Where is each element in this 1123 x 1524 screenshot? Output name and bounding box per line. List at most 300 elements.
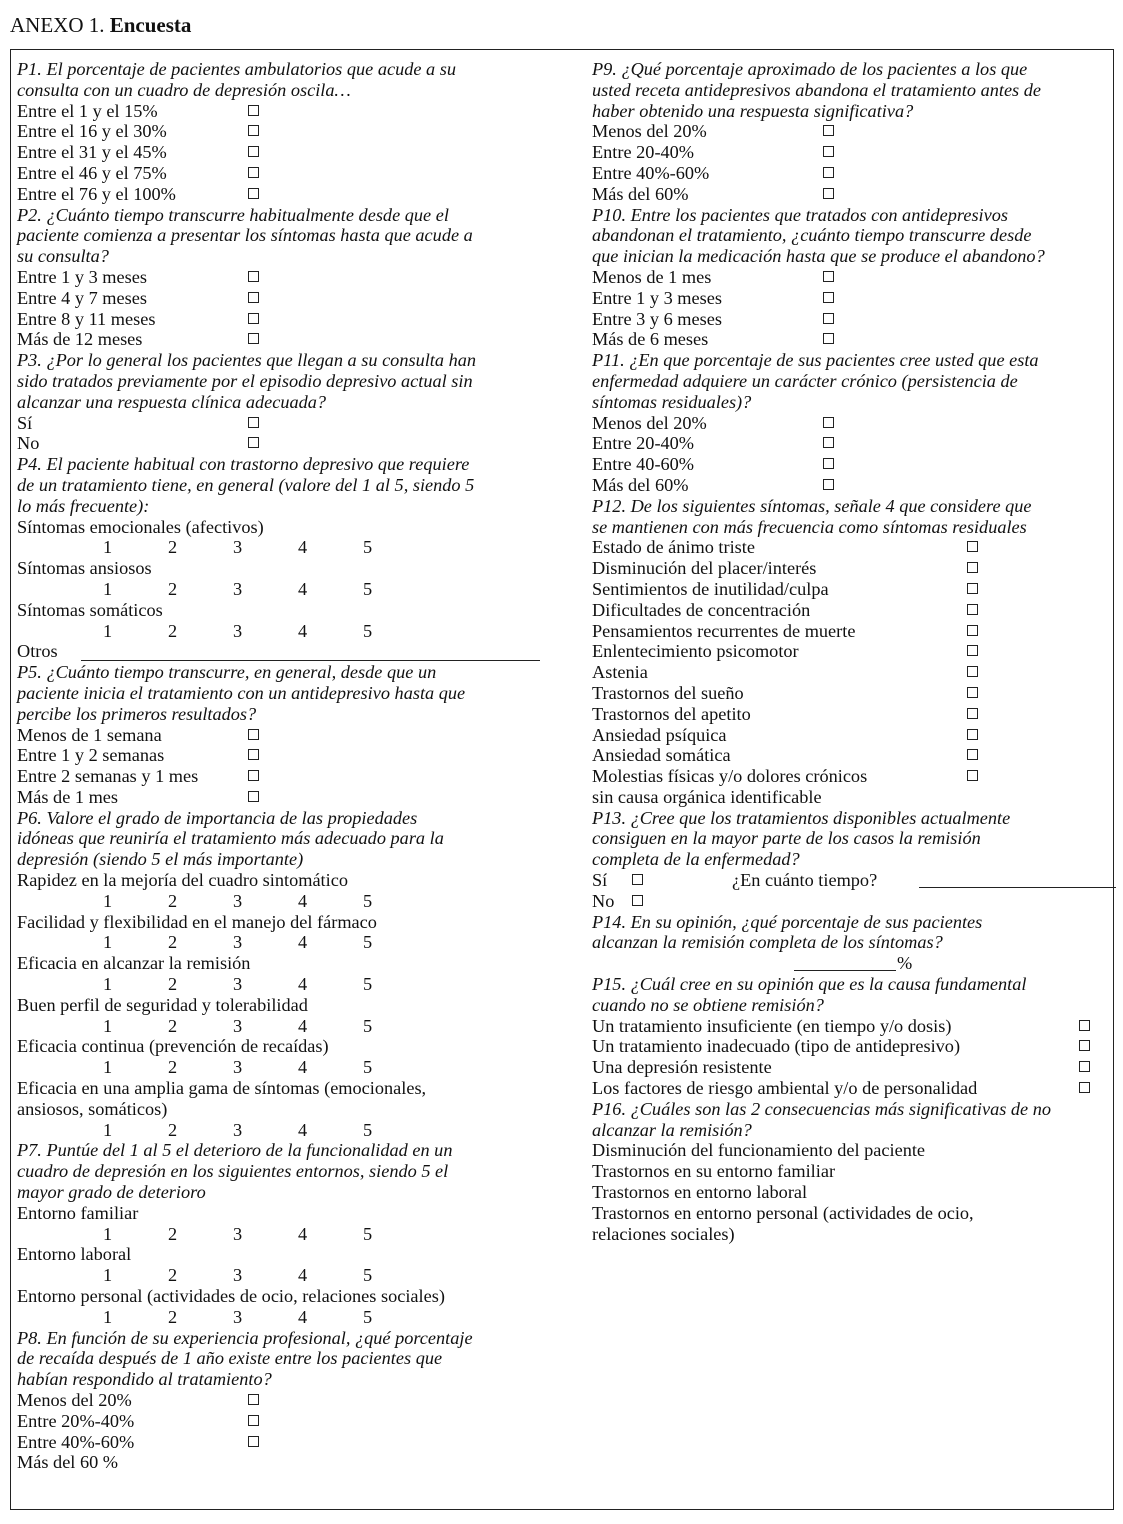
p12-question-line: P12. De los siguientes síntomas, señale 4 que considere que bbox=[592, 495, 1032, 516]
p3-question bbox=[17, 350, 547, 412]
rating-2[interactable]: 2 bbox=[168, 578, 178, 599]
rating-4[interactable]: 4 bbox=[298, 620, 308, 641]
p6-rating-scale[interactable] bbox=[17, 974, 547, 995]
p16-option-label: Trastornos en entorno personal (actividades de ocio, bbox=[592, 1202, 974, 1223]
checkbox[interactable] bbox=[967, 708, 978, 719]
p9-option bbox=[592, 121, 1116, 142]
checkbox[interactable] bbox=[248, 417, 259, 428]
p11-question bbox=[592, 350, 1116, 412]
p3-option-label: No bbox=[17, 433, 40, 454]
checkbox[interactable] bbox=[967, 666, 978, 677]
rating-1[interactable]: 1 bbox=[103, 1057, 113, 1078]
p1-option-label: Entre el 31 y el 45% bbox=[17, 142, 167, 163]
p6-item-label: Eficacia en alcanzar la remisión bbox=[17, 953, 251, 974]
p12-option-label: Enlentecimiento psicomotor bbox=[592, 641, 799, 662]
checkbox[interactable] bbox=[248, 1415, 259, 1426]
p14-question-line: P14. En su opinión, ¿qué porcentaje de sus pacientes bbox=[592, 911, 983, 932]
p10-option-label: Más de 6 meses bbox=[592, 329, 709, 350]
p3-question-line: P3. ¿Por lo general los pacientes que llegan a su consulta han bbox=[17, 350, 477, 371]
rating-3[interactable]: 3 bbox=[233, 1057, 243, 1078]
rating-5[interactable]: 5 bbox=[363, 890, 373, 911]
checkbox[interactable] bbox=[1079, 1020, 1090, 1031]
rating-2[interactable]: 2 bbox=[168, 620, 178, 641]
p13-yes-label: Sí bbox=[592, 870, 608, 891]
rating-1[interactable]: 1 bbox=[103, 932, 113, 953]
p15-option bbox=[592, 1016, 1116, 1037]
p15-question-line: cuando no se obtiene remisión? bbox=[592, 994, 824, 1015]
rating-3[interactable]: 3 bbox=[233, 1265, 243, 1286]
p2-option bbox=[17, 329, 547, 350]
rating-2[interactable]: 2 bbox=[168, 1223, 178, 1244]
p4-question bbox=[17, 454, 547, 516]
p13-question bbox=[592, 808, 1116, 870]
p1-option bbox=[17, 121, 547, 142]
p4-item bbox=[17, 558, 547, 579]
p12-option-label: Trastornos del apetito bbox=[592, 703, 751, 724]
p16-option-label: Trastornos en su entorno familiar bbox=[592, 1161, 836, 1182]
p1-question-line: P1. El porcentaje de pacientes ambulatorios que acude a su bbox=[17, 59, 456, 79]
p7-rating-scale[interactable] bbox=[17, 1307, 547, 1328]
checkbox[interactable] bbox=[967, 541, 978, 552]
p6-question-line: idóneas que reuniría el tratamiento más adecuado para la bbox=[17, 828, 444, 849]
rating-2[interactable]: 2 bbox=[168, 890, 178, 911]
p8-option-label: Entre 40%-60% bbox=[17, 1431, 135, 1452]
p14-percent-sign: % bbox=[897, 953, 913, 974]
p4-question-line: de un tratamiento tiene, en general (valore del 1 al 5, siendo 5 bbox=[17, 474, 475, 495]
checkbox[interactable] bbox=[248, 770, 259, 781]
checkbox[interactable] bbox=[1079, 1040, 1090, 1051]
rating-5[interactable]: 5 bbox=[363, 1057, 373, 1078]
checkbox[interactable] bbox=[823, 437, 834, 448]
checkbox[interactable] bbox=[967, 749, 978, 760]
p2-option-label: Entre 1 y 3 meses bbox=[17, 266, 147, 287]
rating-2[interactable]: 2 bbox=[168, 1015, 178, 1036]
p10-question-line: abandonan el tratamiento, ¿cuánto tiempo transcurre desde bbox=[592, 225, 1032, 246]
rating-4[interactable]: 4 bbox=[298, 932, 308, 953]
p9-option bbox=[592, 163, 1116, 184]
p11-question-line: P11. ¿En que porcentaje de sus pacientes cree usted que esta bbox=[592, 350, 1039, 371]
p12-option bbox=[592, 704, 1116, 725]
p12-option-continuation bbox=[592, 787, 1116, 808]
p16-question-line: alcanzar la remisión? bbox=[592, 1119, 752, 1140]
p6-item-label: ansiosos, somáticos) bbox=[17, 1098, 168, 1119]
p12-option-label: Astenia bbox=[592, 662, 648, 683]
p6-item bbox=[17, 1099, 547, 1120]
p12-option-label: Ansiedad psíquica bbox=[592, 724, 727, 745]
checkbox[interactable] bbox=[248, 167, 259, 178]
rating-1[interactable]: 1 bbox=[103, 537, 113, 558]
rating-5[interactable]: 5 bbox=[363, 537, 373, 558]
p5-question-line: percibe los primeros resultados? bbox=[17, 703, 257, 724]
p3-option-label: Sí bbox=[17, 412, 33, 433]
p9-option-label: Entre 20-40% bbox=[592, 142, 695, 163]
p11-option bbox=[592, 475, 1116, 496]
p10-option-label: Entre 1 y 3 meses bbox=[592, 287, 722, 308]
p11-question-line: enfermedad adquiere un carácter crónico (persistencia de bbox=[592, 370, 1018, 391]
p2-option bbox=[17, 309, 547, 330]
p6-item-label: Eficacia en una amplia gama de síntomas (emocionales, bbox=[17, 1078, 427, 1099]
p12-option bbox=[592, 579, 1116, 600]
p2-question-line: P2. ¿Cuánto tiempo transcurre habitualmente desde que el bbox=[17, 204, 449, 225]
p12-option bbox=[592, 725, 1116, 746]
p7-item-label: Entorno familiar bbox=[17, 1202, 139, 1223]
p6-rating-scale[interactable] bbox=[17, 891, 547, 912]
p4-item-label: Síntomas emocionales (afectivos) bbox=[17, 516, 264, 537]
p2-option-label: Entre 4 y 7 meses bbox=[17, 287, 147, 308]
checkbox[interactable] bbox=[248, 333, 259, 344]
p6-item bbox=[17, 870, 547, 891]
p8-option bbox=[17, 1452, 547, 1473]
p9-question-line: haber obtenido una respuesta significativa? bbox=[592, 100, 914, 121]
document-title bbox=[10, 12, 191, 38]
p6-rating-scale[interactable] bbox=[17, 932, 547, 953]
rating-4[interactable]: 4 bbox=[298, 1015, 308, 1036]
p5-question-line: P5. ¿Cuánto tiempo transcurre, en general, desde que un bbox=[17, 662, 437, 683]
p10-option bbox=[592, 288, 1116, 309]
p2-option-label: Más de 12 meses bbox=[17, 329, 143, 350]
p1-option bbox=[17, 184, 547, 205]
p11-option-label: Entre 40-60% bbox=[592, 454, 695, 475]
p11-option bbox=[592, 413, 1116, 434]
p4-item bbox=[17, 517, 547, 538]
p1-question-line: consulta con un cuadro de depresión oscila… bbox=[17, 79, 351, 100]
p14-percent-input-line[interactable] bbox=[794, 970, 896, 971]
p15-question-line: P15. ¿Cuál cree en su opinión que es la causa fundamental bbox=[592, 974, 1027, 995]
p8-question-line: habían respondido al tratamiento? bbox=[17, 1369, 272, 1390]
p15-option bbox=[592, 1057, 1116, 1078]
p14-question bbox=[592, 912, 1116, 954]
p6-question bbox=[17, 808, 547, 870]
checkbox[interactable] bbox=[823, 125, 834, 136]
p12-question-line: se mantienen con más frecuencia como síntomas residuales bbox=[592, 516, 1027, 537]
p5-option bbox=[17, 725, 547, 746]
checkbox[interactable] bbox=[248, 105, 259, 116]
p6-question-line: depresión (siendo 5 el más importante) bbox=[17, 849, 304, 870]
p4-rating-scale[interactable] bbox=[17, 537, 547, 558]
rating-1[interactable]: 1 bbox=[103, 578, 113, 599]
p12-option bbox=[592, 745, 1116, 766]
checkbox[interactable] bbox=[967, 562, 978, 573]
p8-question-line: de recaída después de 1 año existe entre los pacientes que bbox=[17, 1348, 443, 1369]
p4-question-line: P4. El paciente habitual con trastorno depresivo que requiere bbox=[17, 454, 470, 475]
checkbox[interactable] bbox=[823, 458, 834, 469]
p7-item-label: Entorno personal (actividades de ocio, relaciones sociales) bbox=[17, 1286, 445, 1307]
rating-4[interactable]: 4 bbox=[298, 1306, 308, 1327]
p3-question-line: sido tratados previamente por el episodio depresivo actual sin bbox=[17, 370, 473, 391]
p4-rating-scale[interactable] bbox=[17, 621, 547, 642]
checkbox[interactable] bbox=[248, 749, 259, 760]
checkbox[interactable] bbox=[1079, 1061, 1090, 1072]
p6-rating-scale[interactable] bbox=[17, 1016, 547, 1037]
p15-option bbox=[592, 1036, 1116, 1057]
p5-option-label: Entre 2 semanas y 1 mes bbox=[17, 766, 199, 787]
p16-option-label: relaciones sociales) bbox=[592, 1223, 735, 1244]
rating-3[interactable]: 3 bbox=[233, 932, 243, 953]
p12-option-label: Ansiedad somática bbox=[592, 745, 731, 766]
p13-question-line: completa de la enfermedad? bbox=[592, 849, 800, 870]
p8-question bbox=[17, 1328, 547, 1390]
rating-5[interactable]: 5 bbox=[363, 1306, 373, 1327]
p1-option bbox=[17, 142, 547, 163]
p8-option-label: Menos del 20% bbox=[17, 1390, 132, 1410]
checkbox[interactable] bbox=[248, 1436, 259, 1447]
p14-percent-row bbox=[592, 953, 1116, 974]
rating-3[interactable]: 3 bbox=[233, 620, 243, 641]
rating-4[interactable]: 4 bbox=[298, 890, 308, 911]
checkbox[interactable] bbox=[823, 292, 834, 303]
rating-3[interactable]: 3 bbox=[233, 974, 243, 995]
p3-question-line: alcanzar una respuesta clínica adecuada? bbox=[17, 391, 327, 412]
p11-option-label: Entre 20-40% bbox=[592, 433, 695, 454]
p12-option-label: Sentimientos de inutilidad/culpa bbox=[592, 578, 829, 599]
checkbox[interactable] bbox=[632, 895, 643, 906]
checkbox[interactable] bbox=[967, 770, 978, 781]
p6-item bbox=[17, 953, 547, 974]
rating-5[interactable]: 5 bbox=[363, 974, 373, 995]
p5-question bbox=[17, 662, 547, 724]
p4-item-label: Síntomas ansiosos bbox=[17, 558, 152, 579]
p6-item bbox=[17, 1078, 547, 1099]
p11-option bbox=[592, 454, 1116, 475]
rating-1[interactable]: 1 bbox=[103, 1223, 113, 1244]
p10-option bbox=[592, 329, 1116, 350]
p7-question-line: mayor grado de deterioro bbox=[17, 1182, 206, 1203]
p6-item-label: Facilidad y flexibilidad en el manejo del fármaco bbox=[17, 911, 377, 932]
p9-option-label: Entre 40%-60% bbox=[592, 162, 710, 183]
p13-time-label: ¿En cuánto tiempo? bbox=[732, 870, 878, 891]
p7-question bbox=[17, 1140, 547, 1202]
p11-option-label: Menos del 20% bbox=[592, 412, 707, 433]
p4-question-line: lo más frecuente): bbox=[17, 495, 150, 516]
rating-4[interactable]: 4 bbox=[298, 1265, 308, 1286]
checkbox[interactable] bbox=[248, 271, 259, 282]
p9-question-line: P9. ¿Qué porcentaje aproximado de los pacientes a los que bbox=[592, 59, 1028, 79]
annex-label: ANEXO 1. bbox=[10, 13, 105, 37]
p15-question bbox=[592, 974, 1116, 1016]
checkbox[interactable] bbox=[823, 479, 834, 490]
rating-1[interactable]: 1 bbox=[103, 1119, 113, 1140]
rating-3[interactable]: 3 bbox=[233, 890, 243, 911]
p9-option bbox=[592, 142, 1116, 163]
p12-option bbox=[592, 662, 1116, 683]
checkbox[interactable] bbox=[823, 167, 834, 178]
p1-option bbox=[17, 163, 547, 184]
right-column bbox=[592, 59, 1116, 1244]
p6-rating-scale[interactable] bbox=[17, 1120, 547, 1141]
p12-option bbox=[592, 621, 1116, 642]
rating-3[interactable]: 3 bbox=[233, 578, 243, 599]
p12-option bbox=[592, 641, 1116, 662]
rating-3[interactable]: 3 bbox=[233, 1306, 243, 1327]
p10-question bbox=[592, 205, 1116, 267]
p16-option bbox=[592, 1161, 1116, 1182]
p12-option-label: Molestias físicas y/o dolores crónicos bbox=[592, 766, 868, 787]
p16-question bbox=[592, 1099, 1116, 1141]
rating-3[interactable]: 3 bbox=[233, 1223, 243, 1244]
p2-option bbox=[17, 267, 547, 288]
checkbox[interactable] bbox=[967, 604, 978, 615]
p4-item-label: Síntomas somáticos bbox=[17, 599, 163, 620]
checkbox[interactable] bbox=[823, 417, 834, 428]
p10-option-label: Menos de 1 mes bbox=[592, 266, 712, 287]
checkbox[interactable] bbox=[248, 146, 259, 157]
checkbox[interactable] bbox=[823, 146, 834, 157]
p9-option-label: Más del 60% bbox=[592, 183, 689, 204]
p13-no-row bbox=[592, 891, 1116, 912]
rating-5[interactable]: 5 bbox=[363, 578, 373, 599]
rating-5[interactable]: 5 bbox=[363, 620, 373, 641]
rating-5[interactable]: 5 bbox=[363, 1015, 373, 1036]
p1-option bbox=[17, 101, 547, 122]
p8-option-label: Más del 60 % bbox=[17, 1452, 119, 1473]
rating-1[interactable]: 1 bbox=[103, 1265, 113, 1286]
rating-5[interactable]: 5 bbox=[363, 1223, 373, 1244]
rating-2[interactable]: 2 bbox=[168, 537, 178, 558]
p12-option-label: Disminución del placer/interés bbox=[592, 558, 817, 579]
p2-option-label: Entre 8 y 11 meses bbox=[17, 308, 156, 329]
checkbox[interactable] bbox=[248, 1394, 259, 1405]
p8-question-line: P8. En función de su experiencia profesional, ¿qué porcentaje bbox=[17, 1327, 473, 1348]
rating-3[interactable]: 3 bbox=[233, 537, 243, 558]
checkbox[interactable] bbox=[632, 874, 643, 885]
p16-question-line: P16. ¿Cuáles son las 2 consecuencias más significativas de no bbox=[592, 1098, 1052, 1119]
p6-item-label: Eficacia continua (prevención de recaídas) bbox=[17, 1036, 329, 1057]
p13-yes-row bbox=[592, 870, 1116, 891]
p16-option bbox=[592, 1182, 1116, 1203]
rating-4[interactable]: 4 bbox=[298, 578, 308, 599]
rating-3[interactable]: 3 bbox=[233, 1015, 243, 1036]
rating-5[interactable]: 5 bbox=[363, 1119, 373, 1140]
rating-5[interactable]: 5 bbox=[363, 932, 373, 953]
p5-question-line: paciente inicia el tratamiento con un antidepresivo hasta que bbox=[17, 682, 466, 703]
p16-option-label: Trastornos en entorno laboral bbox=[592, 1182, 808, 1203]
p6-item bbox=[17, 1036, 547, 1057]
checkbox[interactable] bbox=[823, 333, 834, 344]
p16-option-label: Disminución del funcionamiento del paciente bbox=[592, 1140, 926, 1161]
checkbox[interactable] bbox=[823, 188, 834, 199]
checkbox[interactable] bbox=[823, 271, 834, 282]
p7-rating-scale[interactable] bbox=[17, 1265, 547, 1286]
p10-option bbox=[592, 267, 1116, 288]
p16-option bbox=[592, 1203, 1116, 1224]
p14-question-line: alcanzan la remisión completa de los síntomas? bbox=[592, 932, 943, 953]
rating-2[interactable]: 2 bbox=[168, 932, 178, 953]
checkbox[interactable] bbox=[248, 292, 259, 303]
rating-1[interactable]: 1 bbox=[103, 1306, 113, 1327]
p5-option bbox=[17, 787, 547, 808]
p9-option-label: Menos del 20% bbox=[592, 121, 707, 142]
p11-option bbox=[592, 433, 1116, 454]
p5-option-label: Menos de 1 semana bbox=[17, 724, 162, 745]
rating-1[interactable]: 1 bbox=[103, 1015, 113, 1036]
p9-option bbox=[592, 184, 1116, 205]
checkbox[interactable] bbox=[967, 583, 978, 594]
p7-item bbox=[17, 1286, 547, 1307]
p15-option bbox=[592, 1078, 1116, 1099]
p15-option-label: Un tratamiento insuficiente (en tiempo y/o dosis) bbox=[592, 1015, 952, 1036]
rating-2[interactable]: 2 bbox=[168, 1265, 178, 1286]
p6-question-line: P6. Valore el grado de importancia de las propiedades bbox=[17, 807, 418, 828]
p5-option bbox=[17, 745, 547, 766]
p16-option bbox=[592, 1140, 1116, 1161]
p7-rating-scale[interactable] bbox=[17, 1224, 547, 1245]
p7-item-label: Entorno laboral bbox=[17, 1244, 132, 1265]
p15-option-label: Un tratamiento inadecuado (tipo de antidepresivo) bbox=[592, 1036, 961, 1057]
rating-2[interactable]: 2 bbox=[168, 974, 178, 995]
p12-option bbox=[592, 600, 1116, 621]
checkbox[interactable] bbox=[823, 313, 834, 324]
checkbox[interactable] bbox=[248, 729, 259, 740]
p6-rating-scale[interactable] bbox=[17, 1057, 547, 1078]
p8-option bbox=[17, 1411, 547, 1432]
checkbox[interactable] bbox=[248, 437, 259, 448]
p6-item-label: Buen perfil de seguridad y tolerabilidad bbox=[17, 994, 308, 1015]
rating-2[interactable]: 2 bbox=[168, 1057, 178, 1078]
p2-question-line: su consulta? bbox=[17, 246, 109, 267]
p5-option-label: Más de 1 mes bbox=[17, 786, 119, 807]
checkbox[interactable] bbox=[967, 625, 978, 636]
checkbox[interactable] bbox=[248, 188, 259, 199]
checkbox[interactable] bbox=[248, 125, 259, 136]
left-column bbox=[17, 59, 547, 1473]
p4-rating-scale[interactable] bbox=[17, 579, 547, 600]
checkbox[interactable] bbox=[248, 313, 259, 324]
p4-other-row bbox=[17, 641, 547, 662]
p13-no-label: No bbox=[592, 890, 615, 911]
rating-1[interactable]: 1 bbox=[103, 890, 113, 911]
rating-4[interactable]: 4 bbox=[298, 1057, 308, 1078]
p11-question-line: síntomas residuales)? bbox=[592, 391, 752, 412]
p15-option-label: Una depresión resistente bbox=[592, 1057, 772, 1078]
rating-4[interactable]: 4 bbox=[298, 974, 308, 995]
p6-item bbox=[17, 995, 547, 1016]
rating-4[interactable]: 4 bbox=[298, 537, 308, 558]
p4-item bbox=[17, 600, 547, 621]
rating-1[interactable]: 1 bbox=[103, 974, 113, 995]
p8-option-label: Entre 20%-40% bbox=[17, 1410, 135, 1431]
p7-question-line: P7. Puntúe del 1 al 5 el deterioro de la funcionalidad en un bbox=[17, 1140, 453, 1161]
p11-option-label: Más del 60% bbox=[592, 474, 689, 495]
rating-2[interactable]: 2 bbox=[168, 1119, 178, 1140]
p15-option-label: Los factores de riesgo ambiental y/o de personalidad bbox=[592, 1078, 978, 1099]
p1-option-label: Entre el 1 y el 15% bbox=[17, 100, 158, 121]
p13-question-line: P13. ¿Cree que los tratamientos disponibles actualmente bbox=[592, 807, 1011, 828]
checkbox[interactable] bbox=[967, 729, 978, 740]
rating-2[interactable]: 2 bbox=[168, 1306, 178, 1327]
rating-1[interactable]: 1 bbox=[103, 620, 113, 641]
p12-option bbox=[592, 683, 1116, 704]
p10-option-label: Entre 3 y 6 meses bbox=[592, 308, 722, 329]
p2-question bbox=[17, 205, 547, 267]
p7-item bbox=[17, 1244, 547, 1265]
rating-4[interactable]: 4 bbox=[298, 1119, 308, 1140]
p12-question bbox=[592, 496, 1116, 538]
rating-4[interactable]: 4 bbox=[298, 1223, 308, 1244]
p13-question-line: consiguen en la mayor parte de los casos la remisión bbox=[592, 828, 981, 849]
rating-3[interactable]: 3 bbox=[233, 1119, 243, 1140]
p12-option-label: Dificultades de concentración bbox=[592, 599, 811, 620]
checkbox[interactable] bbox=[1079, 1082, 1090, 1093]
p4-other-input-line[interactable] bbox=[81, 660, 540, 661]
p8-option bbox=[17, 1432, 547, 1453]
checkbox[interactable] bbox=[248, 791, 259, 802]
p1-question bbox=[17, 59, 547, 101]
checkbox[interactable] bbox=[967, 687, 978, 698]
p13-time-input-line[interactable] bbox=[919, 887, 1116, 888]
rating-5[interactable]: 5 bbox=[363, 1265, 373, 1286]
checkbox[interactable] bbox=[967, 645, 978, 656]
annex-title: Encuesta bbox=[109, 13, 192, 37]
